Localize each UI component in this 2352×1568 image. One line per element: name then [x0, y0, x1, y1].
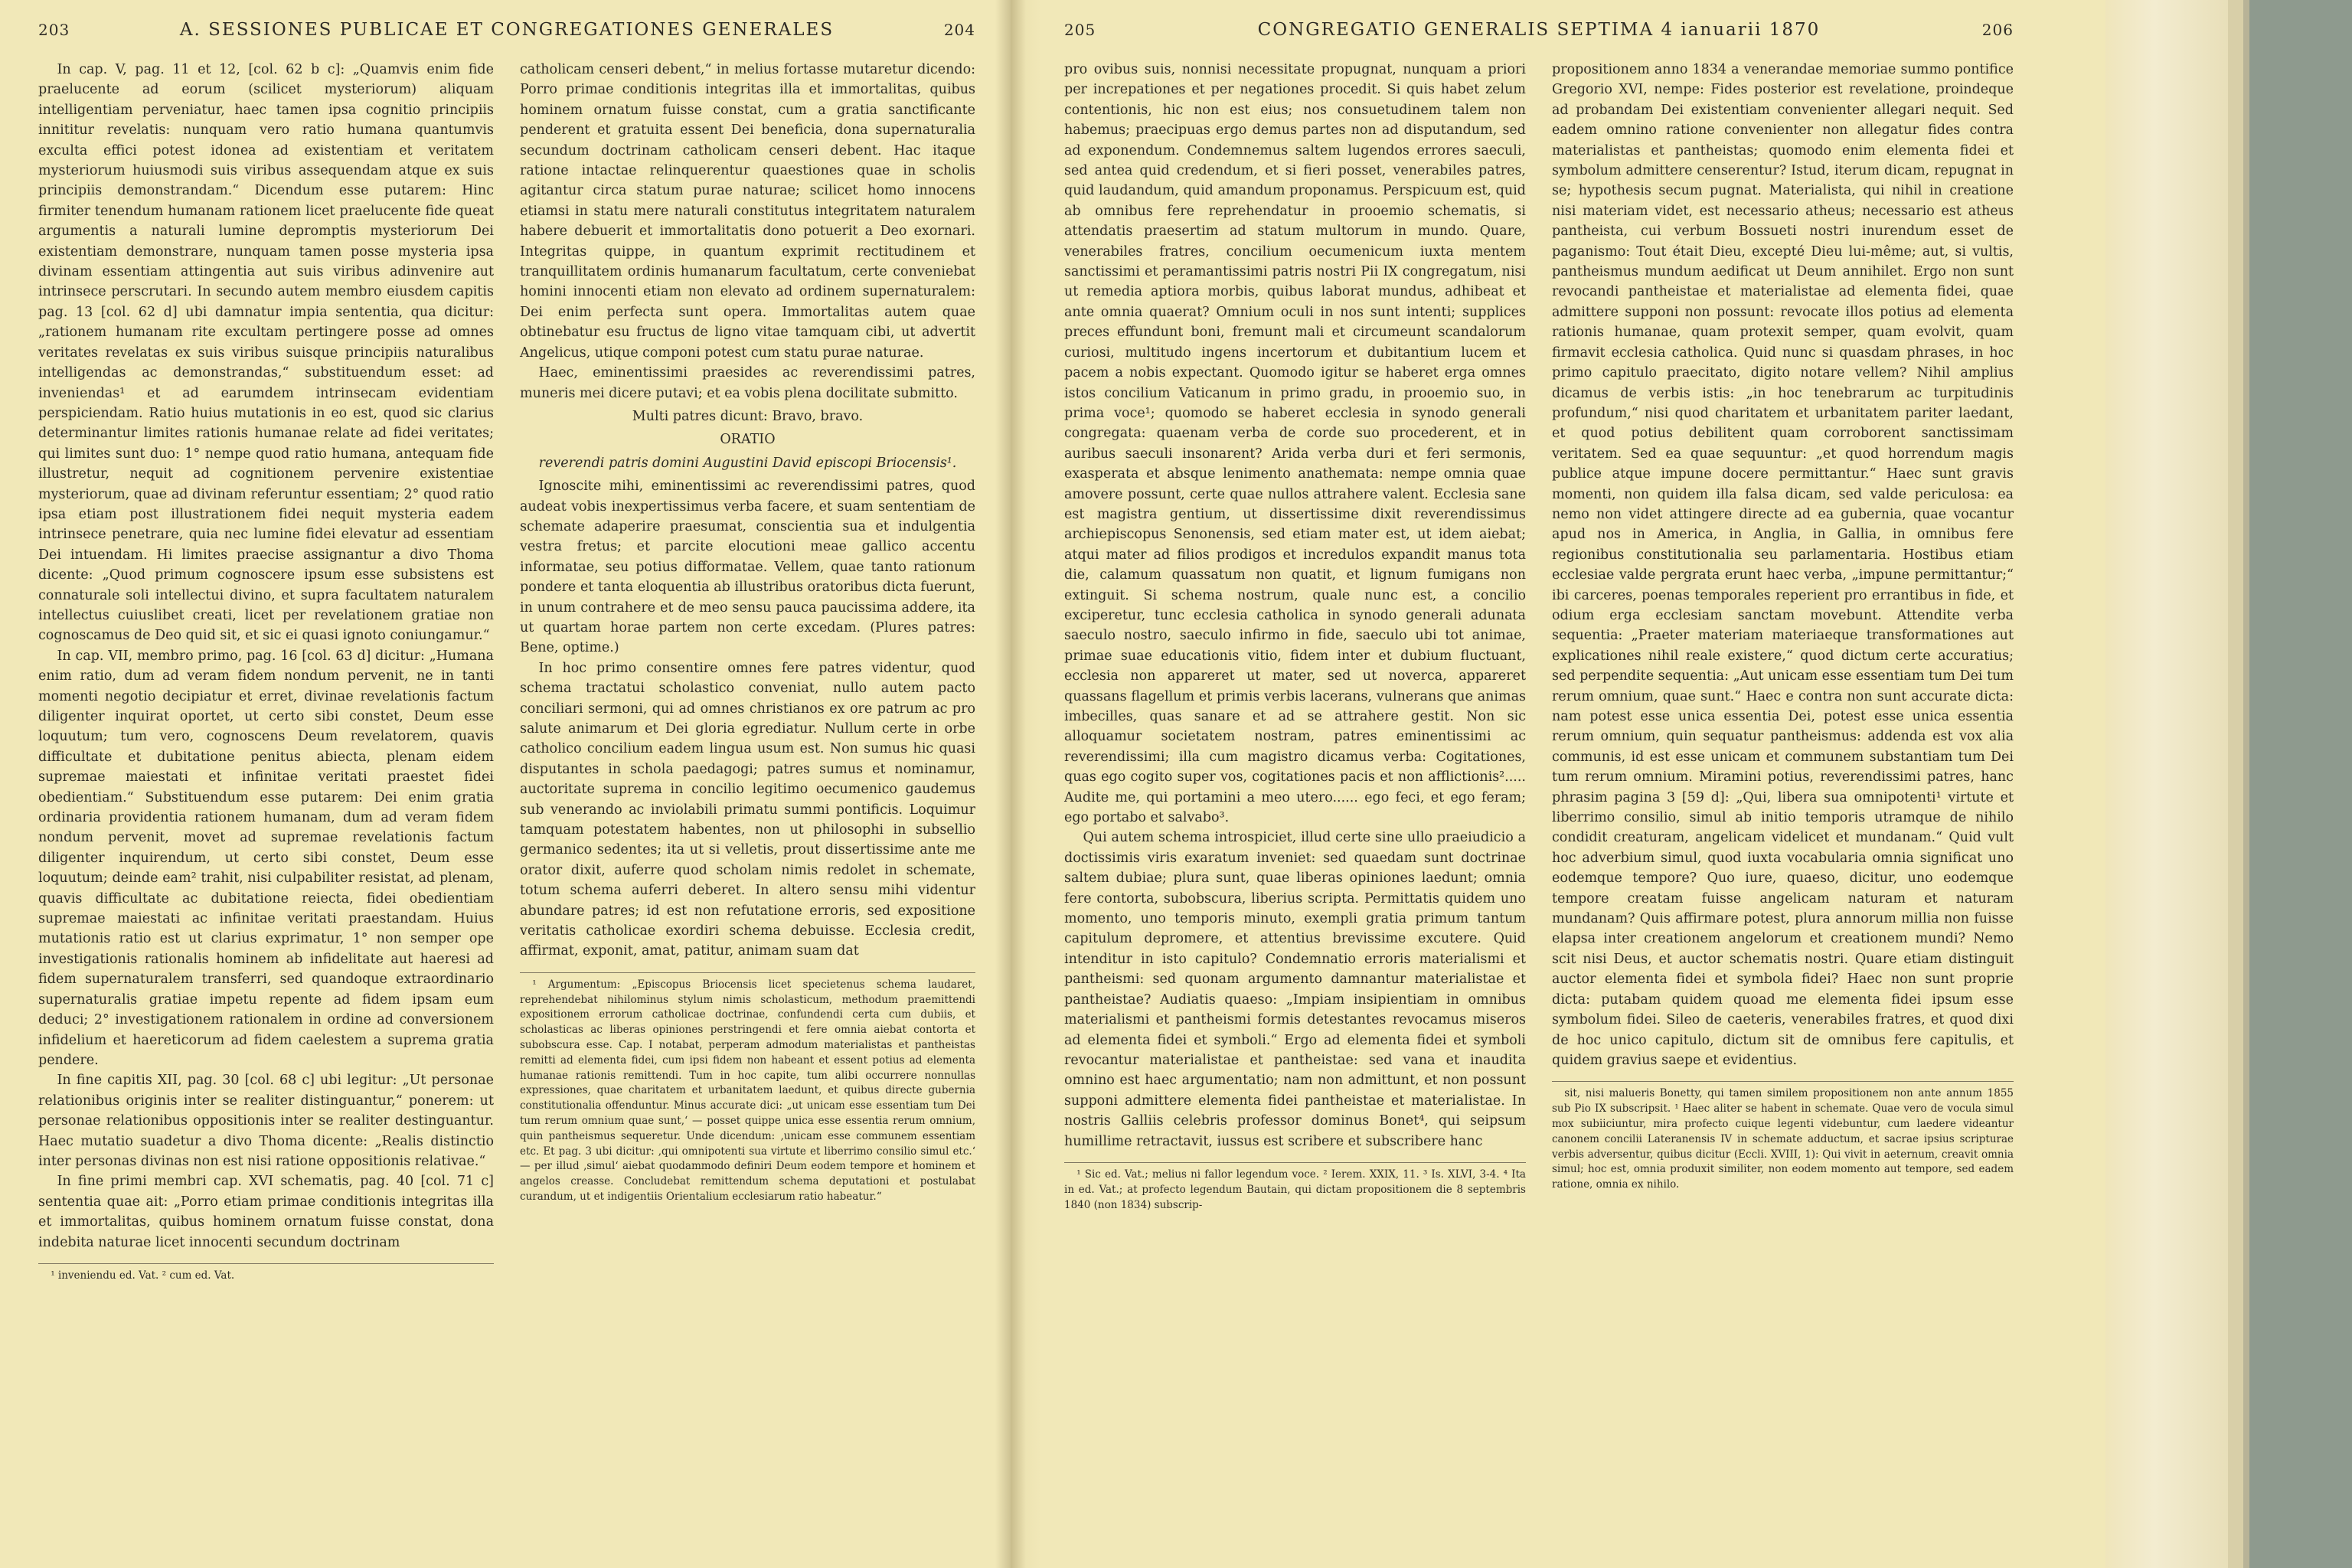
- paragraph: Ignoscite mihi, eminentissimi ac reverendissimi patres, quod audeat vobis inexpertissimus verba facere, et suam sententiam de schemate adaperire praesumat, conscientia sua et indulgentia vestra fretus; et parcite elocutioni meae gallico accentu informatae, seu potius difformatae. Vellem, quae tanto rationum pondere et tanta eloquentia ab illustribus oratoribus dicta fuerunt, in unum contrahere et de meo sensu pauca paucissima addere, ita ut quartam horae partem non certe excedam. (Plures patres: Bene, optime.): [520, 479, 975, 656]
- page-number: 206: [1981, 21, 2014, 39]
- paragraph: Haec, eminentissimi praesides ac reverendissimi patres, muneris mei dicere putavi; et ea vobis plena docilitate submitto.: [520, 365, 975, 401]
- paragraph: In cap. V, pag. 11 et 12, [col. 62 b c]: „Quamvis enim fide praelucente ad eorum (scilicet mysteriorum) aliquam intelligentiam perveniatur, haec tamen ipsa cognitio principiis innititur revelatis: nunquam vero ratio humana quantumvis exculta effici potest idonea ad existentiam et veritatem mysteriorum huiusmodi suis viribus assequendam atque ex suis principiis demonstrandam.“ Dicendum esse putarem: Hinc firmiter tenendum humanam rationem licet praelucente fide queat argumentis a naturali lumine depromptis mysteriorum Dei existentiam demonstrare, nunquam tamen posse mysteria ipsa divinam essentiam attingentia aut suis viribus adinvenire aut intrinsece perscrutari. In secundo autem membro eiusdem capitis pag. 13 [col. 62 d] ubi damnatur impia sententia, qua dicitur: „rationem humanam rite excultam pertingere posse ad omnes veritates revelatas ex suis viribus suisque principiis naturalibus intelligendas ac demonstrandas,“ substituendum esset: ad inveniendas¹ et ad earumdem intrinsecam evidentiam perspiciendam. Ratio huius mutationis in eo est, quod sic clarius determinantur limites rationis humanae relate ad fidei veritates; qui limites sunt duo: 1° nempe quod ratio humana, antequam fide illustretur, nequit ad cognitionem pervenire existentiae mysteriorum, quae ad divinam referuntur essentiam; 2° quod ratio ipsa etiam post illustrationem fidei nequit mysteria eadem intrinsece penetrare, quia nec lumine fidei elevatur ad essentiam Dei intuendam. Hi limites praecise assignantur a divo Thoma dicente: „Quod primum cognoscere ipsum esse subsistens est connaturale soli intellectui divino, et supra facultatem naturalem intellectus cuiuslibet creati, licet per revelationem gratiae non cognoscamus de Deo quid sit, et sic ei quasi ignoto coniungamur.“: [38, 62, 494, 644]
- footnotes: [1552, 1081, 2014, 1193]
- text-columns: [1064, 60, 2014, 1213]
- page-header: [1064, 20, 2014, 40]
- page-number: 203: [38, 21, 70, 39]
- section-heading: ORATIO: [720, 432, 776, 448]
- text-column: [520, 60, 975, 1284]
- book-gutter: [995, 0, 1026, 1568]
- right-page: [1011, 0, 2236, 1568]
- paragraph: In hoc primo consentire omnes fere patres videntur, quod schema tractatui scholastico conveniat, nullo autem pacto conciliari sermoni, qui ad omnes christianos ex ore patrum ac pro salute animarum et Dei gloria egrediatur. Nullum certe in orbe catholico concilium eadem lingua usum est. Non sumus hic quasi disputantes in schola paedagogi; patres sumus et nominamur, auctoritate suprema in concilio legitimo oecumenico gaudemus sub venerando ac inviolabili primatu summi pontificis. Loquimur tamquam potestatem habentes, non ut philosophi in subsellio germanico sedentes; ita ut si velletis, prout dissertissime ante me orator dixit, auferre quod scholam nimis redolet in schemate, totum schema auferri deberet. In altero sensu mihi videntur abundare patres; id est non refutatione erroris, sed expositione veritatis catholicae exordiri schema debuisse. Ecclesia credit, affirmat, exponit, amat, patitur, animam suam dat: [520, 660, 975, 959]
- paragraph: In fine capitis XII, pag. 30 [col. 68 c] ubi legitur: „Ut personae relationibus originis inter se realiter distinguantur,“ ponerem: ut personae relationibus oppositionis inter se realiter destinguantur. Haec mutatio suadetur a divo Thoma dicente: „Realis distinctio inter personas divinas non est nisi ratione oppositionis relativae.“: [38, 1073, 494, 1169]
- paragraph: catholicam censeri debent,“ in melius fortasse mutaretur dicendo: Porro primae conditionis integritas illa et immortalitas, quibus hominem ornatum fuisse constat, cum a gratia sanctificante penderent et gratuita essent Dei beneficia, dona supernaturalia secundum doctrinam catholicam censeri debent. Hac itaque ratione intactae relinquerentur quaestiones quae in scholis agitantur circa statum purae naturae; scilicet homo innocens etiamsi in statu mere naturali constitutus integritatem naturalem habere debuerit et immortalitatis dono potuerit a Deo exornari. Integritas quippe, in quantum exprimit rectitudinem et tranquillitatem ordinis humanarum facultatum, certe conveniebat homini innocenti etiam non elevato ad ordinem supernaturalem: Dei enim perfecta sunt opera. Immortalitas autem quae obtinebatur esu fructus de ligno vitae tamquam cibi, ut advertit Angelicus, utique componi potest cum statu purae naturae.: [520, 62, 975, 361]
- footnotes: [38, 1263, 494, 1284]
- page-number: 205: [1064, 21, 1096, 39]
- footnotes: [520, 972, 975, 1205]
- running-title: CONGREGATIO GENERALIS SEPTIMA 4 ianuarii 1870: [1257, 20, 1821, 40]
- text-column: [1552, 60, 2014, 1213]
- page-header: [38, 20, 975, 40]
- footnote: ¹ Argumentum: „Episcopus Briocensis licet specietenus schema laudaret, reprehendebat nihilominus stylum nimis scholasticum, methodum praemittendi expositionem errorum catholicae doctrinae, confundendi certa cum dubiis, et scholasticas ac liberas opiniones perstringendi et fere omnia aiebat contorta et subobscura esse. Cap. I notabat, perperam admodum materialistas et pantheistas remitti ad elementa fidei, cum ipsi fidem non habeant et essent potius ad elementa humanae rationis remittendi. Tum in hoc capite, tum alibi occurrere nonnullas expressiones, quae charitatem et urbanitatem laedunt, et quibus directe gubernia constitutionalia offenduntur. Minus accurate dici: „ut unicam esse essentiam tum Dei tum rerum omnium quae sunt,‘ — posset quippe unica esse essentia rerum omnium, quin pantheismus sequeretur. Unde dicendum: ‚unicam esse communem essentiam etc. Et pag. 3 ubi dicitur: ‚qui omnipotenti sua virtute et liberrimo consilio simul etc.‘ — per illud ‚simul‘ aiebat quodammodo definiri Deum eodem tempore et hominem et angelos creasse. Concludebat remittendum schema deputationi et postulabat curandum, ut et indigentiis Orientalium ecclesiarum ratio habeatur.“: [520, 978, 975, 1204]
- text-column: [38, 60, 494, 1284]
- footnote: ¹ Sic ed. Vat.; melius ni fallor legendum voce. ² Ierem. XXIX, 11. ³ Is. XLVI, 3-4. ⁴ Ita in ed. Vat.; at profecto legendum Bautain, qui dictam propositionem die 8 septembris 1840 (non 1834) subscrip-: [1064, 1168, 1526, 1211]
- page-edges: [2105, 0, 2228, 1568]
- paragraph: In fine primi membri cap. XVI schematis, pag. 40 [col. 71 c] sententia quae ait: „Porro etiam primae conditionis integritas illa et immortalitas, quibus hominem ornatum fuisse constat, dona indebita naturae licet innocenti secundum doctrinam: [38, 1174, 494, 1250]
- section-subheading: reverendi patris domini Augustini David episcopi Briocensis¹.: [538, 455, 957, 471]
- running-title: A. SESSIONES PUBLICAE ET CONGREGATIONES GENERALES: [179, 20, 835, 40]
- left-page: [0, 0, 1011, 1568]
- paragraph: Multi patres dicunt: Bravo, bravo.: [632, 408, 864, 424]
- text-column: [1064, 60, 1526, 1213]
- page-edges: [2228, 0, 2243, 1568]
- text-columns: [38, 60, 975, 1284]
- book-cover-edge: [2243, 0, 2249, 1568]
- page-number: 204: [943, 21, 975, 39]
- paragraph: pro ovibus suis, nonnisi necessitate propugnat, nunquam a priori per increpationes et per negationes procedit. Si quis habet zelum contentionis, hic non est eius; nos consuetudinem talem non habemus; praecipuas ergo demus partes non ad disputandum, sed ad exponendum. Condemnemus saltem lugendos errores saeculi, sed antea quid credendum, et si fieri posset, venerabiles patres, quid laudandum, quid amandum proponamus. Perspicuum est, quid ab omnibus fere reprehendatur in prooemio schematis, si attendatis praesertim ad statum multorum in mundo. Quare, venerabiles fratres, concilium oecumenicum iuxta mentem sanctissimi et peramantissimi patris nostri Pii IX congregatum, nisi ut remedia aptiora morbis, quibus laborat mundus, adhibeat et ante omnia quaerat? Omnium oculi in nos sunt intenti; supplices preces effundunt boni, fremunt mali et circumeunt scandalorum curiosi, multitudo ingens incertorum et dubitantium lucem et pacem a nobis expectant. Quomodo igitur se haberet erga omnes istos concilium Vaticanum in primo gradu, in prooemio suo, in prima voce¹; quomodo se haberet ecclesia in synodo generali congregata: quaenam verba de corde suo procederent, et in auribus saeculi insonarent? Arida verba duri et feri sermonis, exasperata et absque lenimento anathemata: nempe omnia quae amovere possunt, certe quae nullos attrahere valent. Ecclesia sane est magistra gentium, ut dissertissime dixit reverendissimus archiepiscopus Senonensis, sed etiam mater est, ut idem aiebat; atqui mater ad filios prodigos et incredulos expandit manus tota die, calamum quassatum non quatit, et lignum fumigans non extinguit. Si schema nostrum, quale nunc est, a concilio exciperetur, tunc ecclesia catholica in synodo generali adunata saeculo nostro, saeculo infirmo in fide, saeculo ubi tot animae, primae suae educationis vitio, fidem inter et dubium fluctuant, ecclesia non appareret ut mater, sed ut noverca, appareret quassans flagellum et primis verbis lacerans, vulnerans que animas imbecilles, quas sanare et ad se attrahere gestit. Non sic alloquamur societatem nostram, patres eminentissimi ac reverendissimi; illa cum magistro dicamus verba: Cogitationes, quas ego cogito super vos, cogitationes pacis et non afflictionis²..... Audite me, qui portamini a meo utero...... ego feci, et ego feram; ego portabo et salvabo³.: [1064, 62, 1526, 826]
- footnotes: [1064, 1162, 1526, 1213]
- paragraph: In cap. VII, membro primo, pag. 16 [col. 63 d] dicitur: „Humana enim ratio, dum ad veram fidem nondum pervenit, ne in tanti momenti negotio decipiatur et erret, divinae revelationis factum diligenter inquirat oportet, ut certo sibi constet, Deum esse loquutum; tum vero, cognoscens Deum revelatorem, quavis difficultate et dubitatione penitus abiecta, plenam eidem supremae maiestati et infinitae veritati praestet fidei obedientiam.“ Substituendum esse putarem: Dei enim gratia ordinaria providentia rationem humanam, dum ad veram fidem nondum pervenit, movet ad supremae revelationis factum diligenter inquirendum, ut certo sibi constet, Deum esse loquutum; deinde eam² trahit, nisi culpabiliter resistat, ad plenam, quavis difficultate ac dubitatione reiecta, fidei obedientiam supremae maiestati ac infinitae veritati praestandam. Huius mutationis ratio est ut clarius exprimatur, 1° non semper ope investigationis rationalis hominem ab infidelitate aut haeresi ad fidem supernaturalem transferri, sed quandoque extraordinario supernaturalis gratiae impetu repente ad fidem ipsam eum deduci; 2° investigationem rationalem in ordine ad conversionem infidelium et haereticorum ad fidem caelestem a suprema gratia pendere.: [38, 648, 494, 1068]
- paragraph: Qui autem schema introspiciet, illud certe sine ullo praeiudicio a doctissimis viris exaratum inveniet: sed quaedam sunt doctrinae saltem dubiae; plura sunt, quae liberas opiniones laedunt; omnia fere contorta, subobscura, liberius scripta. Permittatis quidem uno momento, uno temporis minuto, exempli gratia primum tantum capitulum depromere, et attentius brevissime excutere. Quid intenditur in isto capitulo? Condemnatio erroris materialismi et pantheismi: sed quonam argumento damnantur materialistae et pantheistae? Audiatis quaeso: „Impiam insipientiam in omnibus materialismi et pantheismi formis detestantes revocamus miseros ad elementa fidei et symboli.“ Ergo ad elementa fidei et symboli revocantur materialistae et pantheistae: sed vana et inaudita omnino est haec argumentatio; nam non admittunt, et non possunt supponi admittere elementa fidei pantheistae et materialistae. In nostris Galliis celebris professor dominus Bonet⁴, qui seipsum humillime retractavit, iussus est scribere et subscribere hanc: [1064, 830, 1526, 1149]
- footnote: sit, nisi malueris Bonetty, qui tamen similem propositionem non ante annum 1855 sub Pio IX subscripsit. ¹ Haec aliter se habent in schemate. Quae vero de vocula simul mox subiiciuntur, mira profecto cuique legenti videbuntur, cum laedere videantur canonem concilii Lateranensis IV in schemate adductum, et sacrae ipsius scripturae verbis adversentur, quibus dicitur (Eccli. XVIII, 1): Qui vivit in aeternum, creavit omnia simul; hoc est, omnia produxit similiter, non eodem momento aut tempore, sed eadem ratione, omnia ex nihilo.: [1552, 1087, 2014, 1191]
- paragraph: propositionem anno 1834 a venerandae memoriae summo pontifice Gregorio XVI, nempe: Fides posterior est revelatione, proindeque ad probandam Dei existentiam convenienter allegari nequit. Sed eadem omnino ratione convenienter non allegatur fides contra materialistas et pantheistas; quomodo enim elementa fidei et symbolum admittere censerentur? Istud, iterum dicam, repugnat in se; hypothesis secum pugnat. Materialista, qui nihil in creatione nisi materiam videt, est necessario atheus; necessario est atheus pantheista, cui verbum Bossueti nostri inurendum esset de paganismo: Tout était Dieu, excepté Dieu lui-même; aut, si vultis, pantheismus mundum aedificat ut Deum annihilet. Ergo non sunt revocandi pantheistae et materialistae ad elementa fidei, quae admittere supponi non possunt: revocate illos potius ad elementa rationis humanae, quam protexit semper, quam evolvit, quam firmavit ecclesia catholica. Quid nunc si quasdam phrases, in hoc primo capitulo praecitato, digito notare vellem? Nihil amplius dicamus de verbis istis: „in hoc tenebrarum ac turpitudinis profundum,“ nisi quod charitatem et urbanitatem pariter laedant, et quod potius debilitent quam corroborent sanctissimam veritatem. Sed ea quae sequuntur: „et quod horrendum magis publice atque impune docere permittantur.“ Haec sunt gravis momenti, non quidem illa falsa dicam, sed valde periculosa: ea nemo non videt attingere directe ad ea gubernia, quae vocantur apud nos in America, in Anglia, in Gallia, in omnibus fere regionibus constitutionalia seu parlamentaria. Hostibus etiam ecclesiae valde pergrata erunt haec verba, „impune permittantur;“ ibi carceres, poenas temporales reperient pro errantibus in fide, et odium erga ecclesiam sanctam movebunt. Attendite verba sequentia: „Praeter materiam materiaeque transformationes aut explicationes nihil reale existere,“ quod dictum certe accuratius; sed perpendite sequentia: „Aut unicam esse essentiam tum Dei tum rerum omnium, quae sunt.“ Haec e contra non sunt accurate dicta: nam potest esse unica essentia Dei, potest esse unica essentia rerum omnium, quin sequatur pantheismus: addenda est vox alia communis, id est esse unicam et communem substantiam tum Dei tum rerum omnium. Miramini potius, reverendissimi patres, hanc phrasim pagina 3 [59 d]: „Qui, libera sua omnipotenti¹ virtute et liberrimo consilio, simul ab initio temporis utramque de nihilo condidit creaturam, angelicam videlicet et mundanam.“ Quid vult hoc adverbium simul, quod iuxta vocabularia omnia significat uno eodemque tempore? Quo iure, quaeso, dicitur, uno eodemque tempore creatam fuisse angelicam naturam et naturam mundanam? Quis affirmare potest, plura annorum millia non fuisse elapsa inter creationem angelorum et creationem mundi? Nemo scit nisi Deus, et auctor schematis nostri. Quare etiam distinguit auctor elementa fidei et symbola fidei? Haec non sunt proprie dicta: putabam quidem quoad me elementa fidei ipsum esse symbolum fidei. Sileo de caeteris, venerabiles fratres, et quod dixi de hoc unico capitulo, dictum sit de omnibus fere capitulis, et quidem gravius saepe et evidentius.: [1552, 62, 2014, 1068]
- footnote: ¹ inveniendu ed. Vat. ² cum ed. Vat.: [51, 1269, 235, 1282]
